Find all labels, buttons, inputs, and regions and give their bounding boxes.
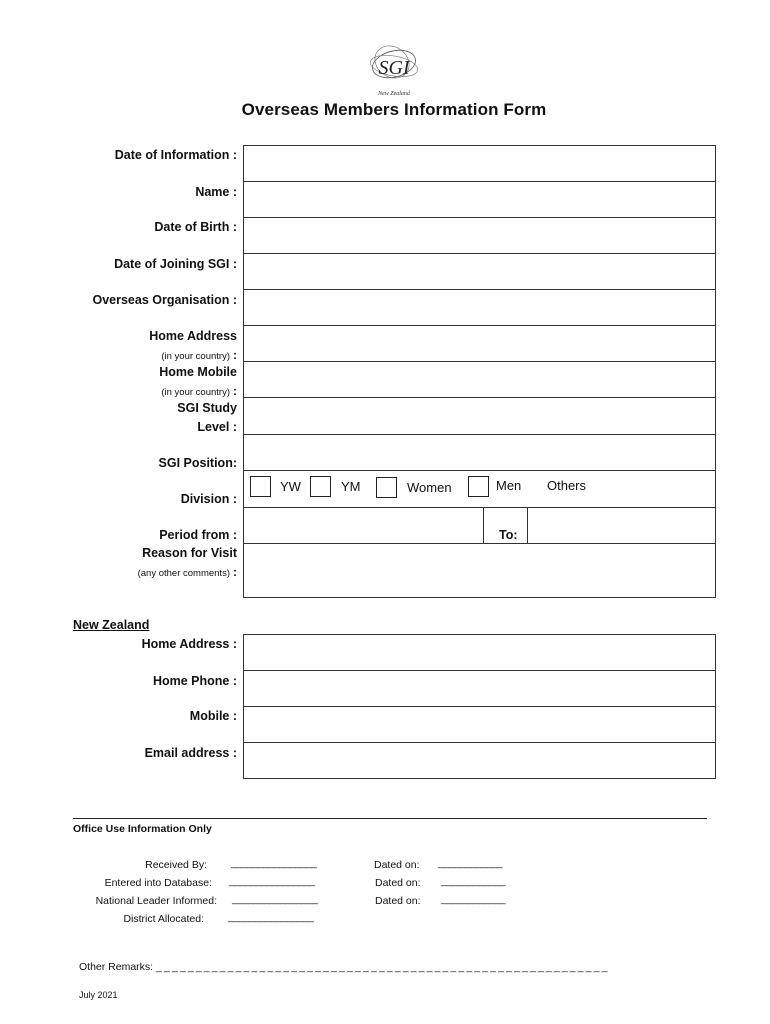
label-dated-on-1: Dated on:: [374, 859, 420, 871]
form-title: Overseas Members Information Form: [241, 100, 547, 119]
reason-for-visit-field[interactable]: [244, 544, 715, 597]
label-nz-mobile: Mobile :: [189, 709, 237, 723]
nz-email-field[interactable]: [244, 743, 715, 778]
sgi-study-level-field[interactable]: [244, 398, 715, 434]
office-use-heading: Office Use Information Only: [73, 823, 212, 835]
period-to-field[interactable]: [528, 508, 715, 543]
label-sgi-study: SGI Study: [177, 401, 237, 415]
nz-home-phone-field[interactable]: [244, 671, 715, 706]
division-women-checkbox[interactable]: [376, 477, 397, 498]
entered-database-line[interactable]: ________________: [229, 875, 315, 887]
logo-region: New Zealand: [378, 91, 410, 97]
dated-on-line-1[interactable]: ____________: [438, 857, 503, 869]
label-date-of-birth: Date of Birth :: [154, 220, 237, 234]
division-others-label: Others: [547, 478, 587, 493]
label-sgi-study-level: Level :: [197, 420, 237, 434]
date-of-joining-field[interactable]: [244, 254, 715, 289]
date-of-information-field[interactable]: [244, 146, 715, 181]
other-remarks-label: Other Remarks:: [79, 961, 154, 973]
division-ym-checkbox[interactable]: [310, 476, 331, 497]
sgi-position-field[interactable]: [244, 435, 715, 470]
label-date-of-information: Date of Information :: [114, 148, 237, 162]
label-sgi-position: SGI Position:: [158, 456, 237, 470]
label-home-mobile-sub: (in your country) :: [161, 384, 237, 398]
nz-home-address-field[interactable]: [244, 635, 715, 670]
period-from-field[interactable]: [244, 508, 482, 543]
label-entered-database: Entered into Database:: [104, 877, 212, 889]
label-reason-sub: (any other comments) :: [137, 565, 237, 579]
label-name: Name :: [195, 185, 237, 199]
district-allocated-line[interactable]: ________________: [228, 911, 314, 923]
label-division: Division :: [180, 492, 237, 506]
home-mobile-field[interactable]: [244, 362, 715, 397]
other-remarks-line[interactable]: _ _ _ _ _ _ _ _ _ _ _ _ _ _ _ _ _ _ _ _ _ _ _ _ _ _ _ _ _ _ _ _ _ _ _ _ _ _ _ _ _ _ _ _ _ _ _ _ _ _ _ _ _ _ _ _ _: [156, 961, 608, 973]
label-district-allocated: District Allocated:: [123, 913, 204, 925]
home-address-field[interactable]: [244, 326, 715, 361]
overseas-organisation-field[interactable]: [244, 290, 715, 325]
label-dated-on-3: Dated on:: [375, 895, 421, 907]
label-nz-email: Email address :: [144, 746, 237, 760]
national-leader-line[interactable]: ________________: [232, 893, 318, 905]
label-overseas-org: Overseas Organisation :: [92, 293, 237, 307]
label-period-from: Period from :: [159, 528, 237, 542]
office-divider: [73, 818, 707, 819]
other-remarks: [79, 961, 607, 973]
date-of-birth-field[interactable]: [244, 218, 715, 253]
nz-mobile-field[interactable]: [244, 707, 715, 742]
label-nz-home-phone: Home Phone :: [152, 674, 237, 688]
division-men-checkbox[interactable]: [468, 476, 489, 497]
division-yw-checkbox[interactable]: [250, 476, 271, 497]
sgi-logo: [362, 40, 426, 100]
svg-text:SGI: SGI: [378, 57, 410, 79]
label-received-by: Received By:: [145, 859, 207, 871]
received-by-line[interactable]: ________________: [231, 857, 317, 869]
footer-date: July 2021: [79, 990, 118, 1000]
label-dated-on-2: Dated on:: [375, 877, 421, 889]
division-yw-label: YW: [280, 479, 301, 494]
dated-on-line-3[interactable]: ____________: [441, 893, 506, 905]
dated-on-line-2[interactable]: ____________: [441, 875, 506, 887]
name-field[interactable]: [244, 182, 715, 217]
label-home-mobile: Home Mobile: [159, 365, 237, 379]
label-national-leader: National Leader Informed:: [95, 895, 217, 907]
label-nz-home-address: Home Address :: [141, 637, 237, 651]
label-date-of-joining: Date of Joining SGI :: [114, 257, 237, 271]
new-zealand-heading: New Zealand: [73, 618, 150, 632]
division-women-label: Women: [407, 480, 452, 495]
division-ym-label: YM: [341, 479, 361, 494]
label-reason-for-visit: Reason for Visit: [142, 546, 237, 560]
label-home-address: Home Address: [149, 329, 237, 343]
division-men-label: Men: [496, 478, 522, 493]
sgi-logo-mark: [362, 40, 426, 100]
label-to: To:: [499, 528, 518, 542]
label-home-address-sub: (in your country) :: [161, 348, 237, 362]
